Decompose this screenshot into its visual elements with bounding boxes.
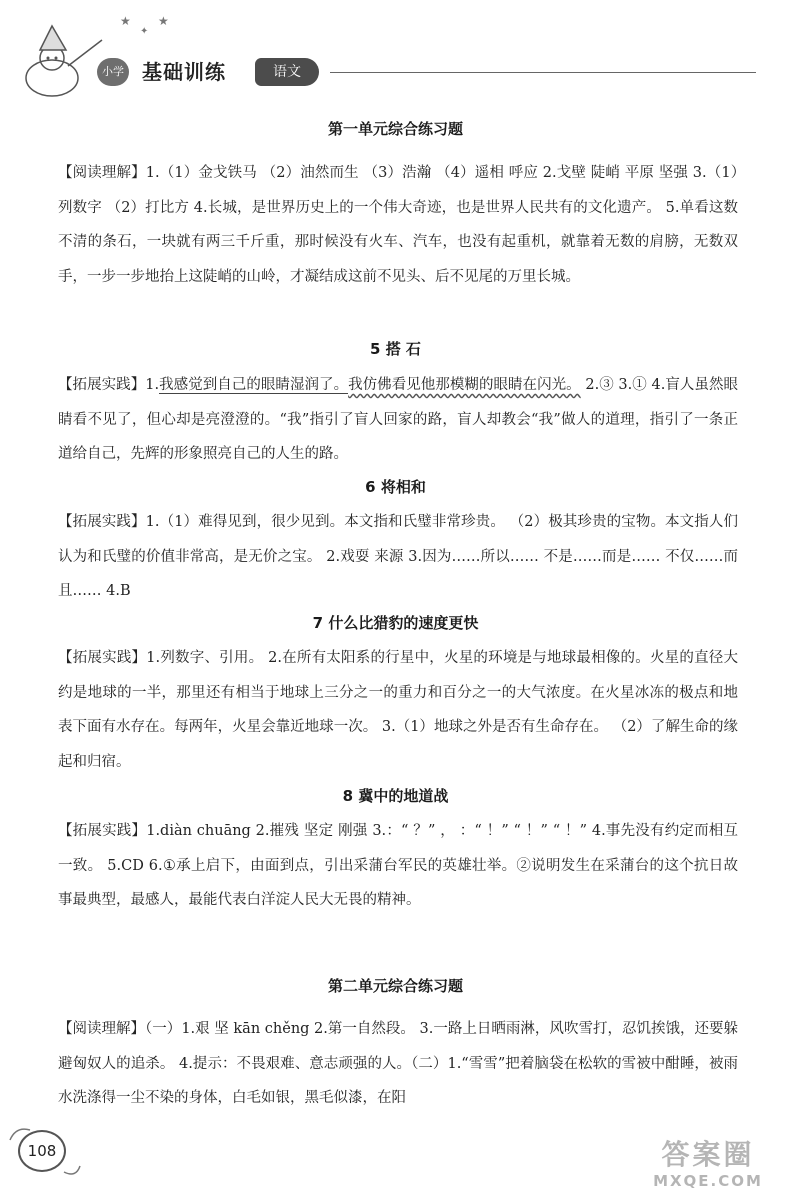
answer-text: 1.diàn chuāng 2.摧残 坚定 刚强 3.：“ ？” ， ：“ ！” “ ！” “ ！” 4.事先没有约定而相互一致。 5.CD 6.①承上启下，由面到点，引出采蒲台军民的英雄壮举。②说明发生在采蒲台的这个抗日故事最典型，最感人，最能代表白洋淀人民大无畏的精神。	[58, 823, 739, 908]
page-number: 108	[18, 1130, 66, 1172]
answer-text: 2.③ 3.① 4.盲人虽然眼睛看不见了，但心却是亮澄澄的。“我”指引了盲人回家的路，盲人却教会“我”做人的道理，指引了一条正道给自己，先辉的形象照亮自己的人生的路。	[58, 377, 739, 462]
page-number-badge	[6, 1120, 86, 1180]
section-label: 【拓展实践】	[58, 514, 146, 530]
section-heading: 6 将相和	[365, 478, 426, 496]
watermark-site: MXQE.COM	[653, 1172, 763, 1190]
answer-text: （一）1.艰 坚 kān chěng 2.第一自然段。 3.一路上日晒雨淋，风吹雪打，忍饥挨饿，还要躲避匈奴人的追杀。 4.提示：不畏艰难、意志顽强的人。（二）1.“雪雪”把着脑袋在松软的雪被中酣睡，被雨水洗涤得一尘不染的身体，白毛如银，黑毛似漆，在阳	[58, 1021, 739, 1106]
underlined-sentence: 我感觉到自己的眼睛湿润了。	[159, 377, 349, 393]
section-heading: 第一单元综合练习题	[327, 120, 463, 138]
level-badge: 小学	[97, 58, 129, 86]
page-header	[0, 0, 791, 110]
answer-paragraph	[58, 814, 738, 918]
section-label: 【拓展实践】	[58, 823, 147, 839]
header-divider	[330, 72, 756, 73]
answer-paragraph	[58, 368, 738, 472]
series-title: 基础训练	[142, 60, 226, 84]
section-label: 【拓展实践】	[58, 650, 147, 666]
answer-paragraph	[58, 505, 738, 609]
wizard-mascot-icon	[10, 20, 110, 100]
star-icon: ✦	[140, 26, 149, 37]
star-icon: ★	[158, 14, 169, 28]
section-heading: 5 搭 石	[370, 340, 421, 358]
answer-paragraph	[58, 156, 738, 294]
subject-badge: 语文	[255, 58, 319, 86]
watermark-main: 答案圈	[661, 1138, 755, 1171]
watermark	[633, 1138, 783, 1196]
wavy-underlined-sentence: 我仿佛看见他那模糊的眼睛在闪光。	[348, 377, 581, 393]
answer-text: 1.（1）难得见到，很少见到。本文指和氏璧非常珍贵。 （2）极其珍贵的宝物。本文指人们认为和氏璧的价值非常高，是无价之宝。 2.戏耍 来源 3.因为……所以…… 不是……而是…… 不仅……而且…… 4.B	[58, 514, 738, 599]
answer-text: 1.列数字、引用。 2.在所有太阳系的行星中，火星的环境是与地球最相像的。火星的直径大约是地球的一半，那里还有相当于地球上三分之一的重力和百分之一的大气浓度。在火星冰冻的极点和地表下面有水存在。每两年，火星会靠近地球一次。 3.（1）地球之外是否有生命存在。 （2）了解生命的缘起和归宿。	[58, 650, 739, 770]
section-label: 【阅读理解】	[58, 165, 146, 181]
section-heading: 第二单元综合练习题	[327, 977, 463, 995]
answer-paragraph	[58, 1012, 738, 1116]
section-heading: 8 冀中的地道战	[342, 787, 449, 805]
section-label: 【拓展实践】	[58, 377, 146, 393]
answer-text: 1.（1）金戈铁马 （2）油然而生 （3）浩瀚 （4）遥相 呼应 2.戈壁 陡峭 平原 坚强 3.（1）列数字 （2）打比方 4.长城，是世界历史上的一个伟大奇迹，也是世界人民共有的文化遗产。 5.单看这数不清的条石，一块就有两三千斤重，那时候没有火车、汽车，也没有起重机，就靠着无数的肩膀，无数双手，一步一步地抬上这陡峭的山岭，才凝结成这前不见头、后不见尾的万里长城。	[58, 165, 739, 285]
star-icon: ★	[120, 14, 131, 28]
section-heading: 7 什么比猎豹的速度更快	[312, 614, 479, 632]
section-label: 【阅读理解】	[58, 1021, 146, 1037]
answer-paragraph	[58, 641, 738, 779]
answer-prefix: 1.	[145, 377, 160, 393]
